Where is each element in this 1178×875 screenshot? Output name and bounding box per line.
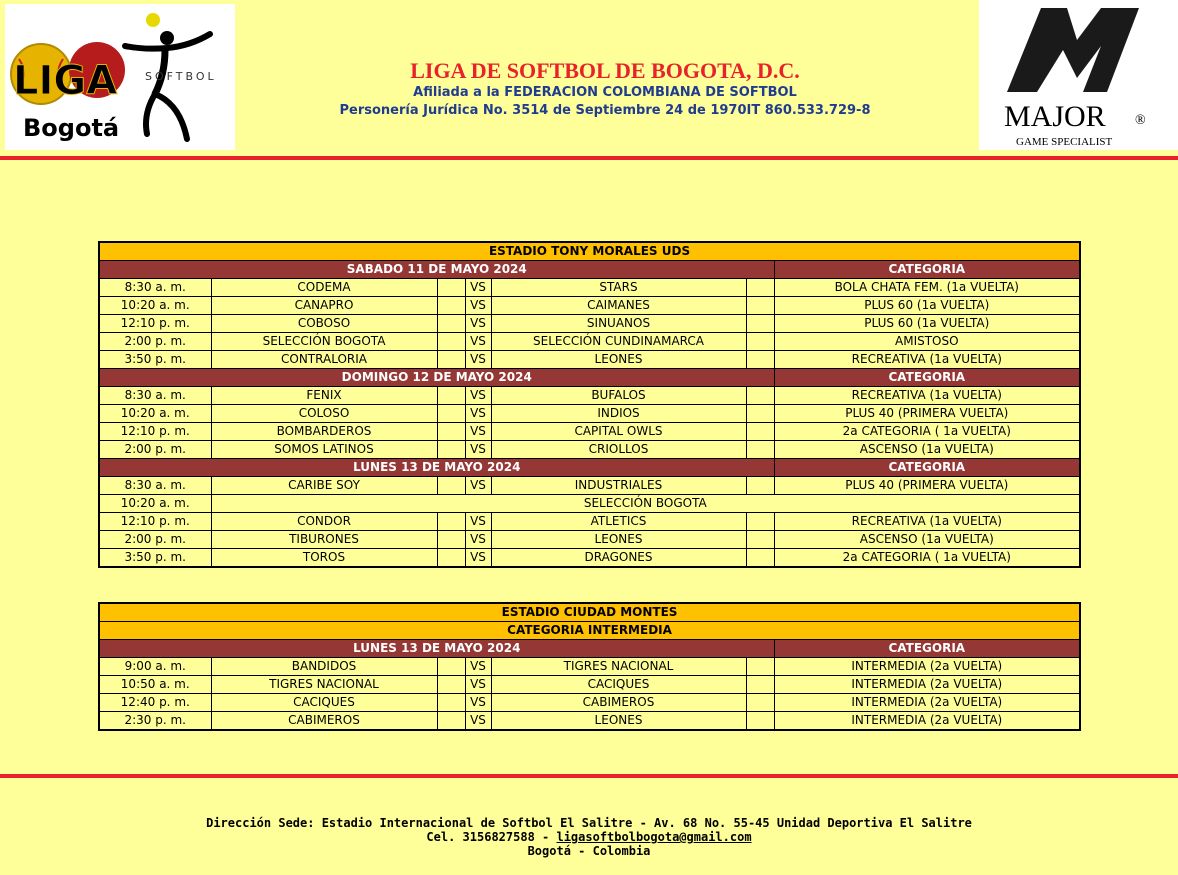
day-label: LUNES 13 DE MAYO 2024 (99, 640, 774, 658)
softbol-logo-text: SÓFTBOL (145, 70, 217, 83)
vs-label: VS (465, 658, 491, 676)
home-team: CACIQUES (211, 694, 437, 712)
home-team: CABIMEROS (211, 712, 437, 731)
away-team: INDUSTRIALES (491, 477, 746, 495)
game-category: ASCENSO (1a VUELTA) (774, 441, 1080, 459)
schedule-table-ciudad-montes (98, 602, 1081, 731)
league-header (240, 58, 970, 120)
footer (0, 816, 1178, 858)
vs-label: VS (465, 676, 491, 694)
vs-label: VS (465, 387, 491, 405)
spacer-cell (437, 441, 465, 459)
game-row (99, 495, 1080, 513)
vs-label: VS (465, 531, 491, 549)
game-row (99, 676, 1080, 694)
registered-mark: ® (1135, 113, 1146, 128)
spacer-cell (746, 531, 774, 549)
game-category: RECREATIVA (1a VUELTA) (774, 351, 1080, 369)
away-team: SELECCIÓN CUNDINAMARCA (491, 333, 746, 351)
game-time: 2:00 p. m. (99, 333, 211, 351)
category-header: CATEGORIA (774, 261, 1080, 279)
game-time: 2:00 p. m. (99, 531, 211, 549)
game-row (99, 351, 1080, 369)
game-time: 12:40 p. m. (99, 694, 211, 712)
spacer-cell (437, 279, 465, 297)
game-time: 8:30 a. m. (99, 387, 211, 405)
game-time: 12:10 p. m. (99, 315, 211, 333)
game-row (99, 441, 1080, 459)
game-time: 10:20 a. m. (99, 297, 211, 315)
away-team: CRIOLLOS (491, 441, 746, 459)
home-team: CONTRALORIA (211, 351, 437, 369)
game-row (99, 712, 1080, 731)
game-time: 10:20 a. m. (99, 495, 211, 513)
away-team: LEONES (491, 351, 746, 369)
game-time: 8:30 a. m. (99, 279, 211, 297)
spacer-cell (437, 676, 465, 694)
game-row (99, 694, 1080, 712)
day-header-row (99, 261, 1080, 279)
home-team: COBOSO (211, 315, 437, 333)
spacer-cell (746, 694, 774, 712)
day-header-row (99, 640, 1080, 658)
away-team: SINUANOS (491, 315, 746, 333)
spacer-cell (437, 333, 465, 351)
home-team: SELECCIÓN BOGOTA (211, 333, 437, 351)
category-title-row (99, 622, 1080, 640)
spacer-cell (746, 333, 774, 351)
vs-label: VS (465, 297, 491, 315)
game-time: 8:30 a. m. (99, 477, 211, 495)
home-team: CODEMA (211, 279, 437, 297)
away-team: BUFALOS (491, 387, 746, 405)
game-category: INTERMEDIA (2a VUELTA) (774, 658, 1080, 676)
game-row (99, 423, 1080, 441)
liga-logo-text: LIGA (13, 58, 118, 104)
away-team: STARS (491, 279, 746, 297)
spacer-cell (746, 297, 774, 315)
day-header-row (99, 369, 1080, 387)
spacer-cell (437, 297, 465, 315)
day-label: SABADO 11 DE MAYO 2024 (99, 261, 774, 279)
vs-label: VS (465, 315, 491, 333)
home-team: FENIX (211, 387, 437, 405)
game-category: INTERMEDIA (2a VUELTA) (774, 694, 1080, 712)
stadium-title-row (99, 242, 1080, 261)
game-time: 2:00 p. m. (99, 441, 211, 459)
spacer-cell (437, 658, 465, 676)
spacer-cell (746, 315, 774, 333)
vs-label: VS (465, 423, 491, 441)
category-header: CATEGORIA (774, 640, 1080, 658)
game-category: ASCENSO (1a VUELTA) (774, 531, 1080, 549)
spacer-cell (746, 549, 774, 568)
day-label: DOMINGO 12 DE MAYO 2024 (99, 369, 774, 387)
vs-label: VS (465, 549, 491, 568)
footer-cel: Cel. 3156827588 - (426, 830, 550, 844)
spacer-cell (437, 531, 465, 549)
stadium-title: ESTADIO CIUDAD MONTES (99, 603, 1080, 622)
game-time: 3:50 p. m. (99, 549, 211, 568)
spacer-cell (437, 315, 465, 333)
affiliation-line: Afiliada a la FEDERACION COLOMBIANA DE SOFTBOL (413, 85, 797, 100)
game-row (99, 549, 1080, 568)
day-label: LUNES 13 DE MAYO 2024 (99, 459, 774, 477)
away-team: CABIMEROS (491, 694, 746, 712)
away-team: INDIOS (491, 405, 746, 423)
away-team: CACIQUES (491, 676, 746, 694)
game-category: RECREATIVA (1a VUELTA) (774, 513, 1080, 531)
game-row (99, 333, 1080, 351)
legal-line: Personería Jurídica No. 3514 de Septiembre 24 de 1970IT 860.533.729-8 (339, 103, 871, 118)
game-row (99, 405, 1080, 423)
bottom-divider (0, 774, 1178, 778)
home-team: CANAPRO (211, 297, 437, 315)
vs-label: VS (465, 333, 491, 351)
game-row (99, 658, 1080, 676)
away-team: CAIMANES (491, 297, 746, 315)
game-time: 3:50 p. m. (99, 351, 211, 369)
game-row (99, 387, 1080, 405)
game-category: INTERMEDIA (2a VUELTA) (774, 712, 1080, 731)
game-time: 12:10 p. m. (99, 513, 211, 531)
game-category: RECREATIVA (1a VUELTA) (774, 387, 1080, 405)
top-divider (0, 156, 1178, 160)
spacer-cell (746, 477, 774, 495)
game-category: BOLA CHATA FEM. (1a VUELTA) (774, 279, 1080, 297)
game-category: INTERMEDIA (2a VUELTA) (774, 676, 1080, 694)
vs-label: VS (465, 441, 491, 459)
game-category: AMISTOSO (774, 333, 1080, 351)
major-logo-graphic (979, 0, 1178, 150)
liga-logo-graphic (5, 4, 235, 150)
category-header: CATEGORIA (774, 369, 1080, 387)
home-team: BOMBARDEROS (211, 423, 437, 441)
game-category: PLUS 40 (PRIMERA VUELTA) (774, 477, 1080, 495)
stadium-title: ESTADIO TONY MORALES UDS (99, 242, 1080, 261)
game-category: 2a CATEGORIA ( 1a VUELTA) (774, 549, 1080, 568)
game-row (99, 477, 1080, 495)
away-team: ATLETICS (491, 513, 746, 531)
footer-city: Bogotá - Colombia (527, 844, 651, 858)
spacer-cell (746, 279, 774, 297)
footer-address: Dirección Sede: Estadio Internacional de Softbol El Salitre - Av. 68 No. 55-45 Unidad Deportiva El Salitre (206, 816, 972, 830)
game-category: PLUS 60 (1a VUELTA) (774, 297, 1080, 315)
home-team: TIGRES NACIONAL (211, 676, 437, 694)
spacer-cell (746, 387, 774, 405)
home-team: CARIBE SOY (211, 477, 437, 495)
game-category: 2a CATEGORIA ( 1a VUELTA) (774, 423, 1080, 441)
home-team: COLOSO (211, 405, 437, 423)
spacer-cell (437, 477, 465, 495)
category-title: CATEGORIA INTERMEDIA (99, 622, 1080, 640)
spacer-cell (746, 712, 774, 731)
major-tagline: GAME SPECIALIST (1016, 136, 1113, 148)
spacer-cell (437, 712, 465, 731)
vs-label: VS (465, 351, 491, 369)
vs-label: VS (465, 279, 491, 297)
vs-label: VS (465, 405, 491, 423)
spacer-cell (746, 441, 774, 459)
footer-email-link[interactable]: ligasoftbolbogota@gmail.com (556, 830, 752, 844)
vs-label: VS (465, 513, 491, 531)
game-row (99, 315, 1080, 333)
game-category: PLUS 60 (1a VUELTA) (774, 315, 1080, 333)
away-team: LEONES (491, 712, 746, 731)
spacer-cell (746, 423, 774, 441)
bogota-logo-text: Bogotá (23, 114, 120, 142)
spacer-cell (746, 658, 774, 676)
day-header-row (99, 459, 1080, 477)
vs-label: VS (465, 477, 491, 495)
home-team: SOMOS LATINOS (211, 441, 437, 459)
game-row (99, 297, 1080, 315)
game-time: 12:10 p. m. (99, 423, 211, 441)
spacer-cell (746, 676, 774, 694)
vs-label: VS (465, 712, 491, 731)
game-category: PLUS 40 (PRIMERA VUELTA) (774, 405, 1080, 423)
spacer-cell (437, 387, 465, 405)
spacer-cell (437, 351, 465, 369)
home-team: CONDOR (211, 513, 437, 531)
away-team: TIGRES NACIONAL (491, 658, 746, 676)
game-time: 10:50 a. m. (99, 676, 211, 694)
league-title: LIGA DE SOFTBOL DE BOGOTA, D.C. (410, 58, 800, 83)
stadium-title-row (99, 603, 1080, 622)
merged-note: SELECCIÓN BOGOTA (211, 495, 1080, 513)
footer-contact (0, 830, 1178, 844)
away-team: DRAGONES (491, 549, 746, 568)
home-team: TOROS (211, 549, 437, 568)
game-row (99, 279, 1080, 297)
spacer-cell (746, 513, 774, 531)
category-header: CATEGORIA (774, 459, 1080, 477)
away-team: LEONES (491, 531, 746, 549)
game-row (99, 531, 1080, 549)
spacer-cell (437, 549, 465, 568)
major-brand-text: MAJOR (1004, 100, 1106, 133)
away-team: CAPITAL OWLS (491, 423, 746, 441)
spacer-cell (437, 694, 465, 712)
spacer-cell (437, 405, 465, 423)
game-time: 2:30 p. m. (99, 712, 211, 731)
spacer-cell (746, 405, 774, 423)
major-logo (979, 0, 1178, 150)
vs-label: VS (465, 694, 491, 712)
spacer-cell (437, 423, 465, 441)
home-team: BANDIDOS (211, 658, 437, 676)
home-team: TIBURONES (211, 531, 437, 549)
game-row (99, 513, 1080, 531)
schedule-table-tony-morales (98, 241, 1081, 568)
liga-logo (5, 4, 235, 150)
spacer-cell (437, 513, 465, 531)
spacer-cell (746, 351, 774, 369)
game-time: 9:00 a. m. (99, 658, 211, 676)
game-time: 10:20 a. m. (99, 405, 211, 423)
